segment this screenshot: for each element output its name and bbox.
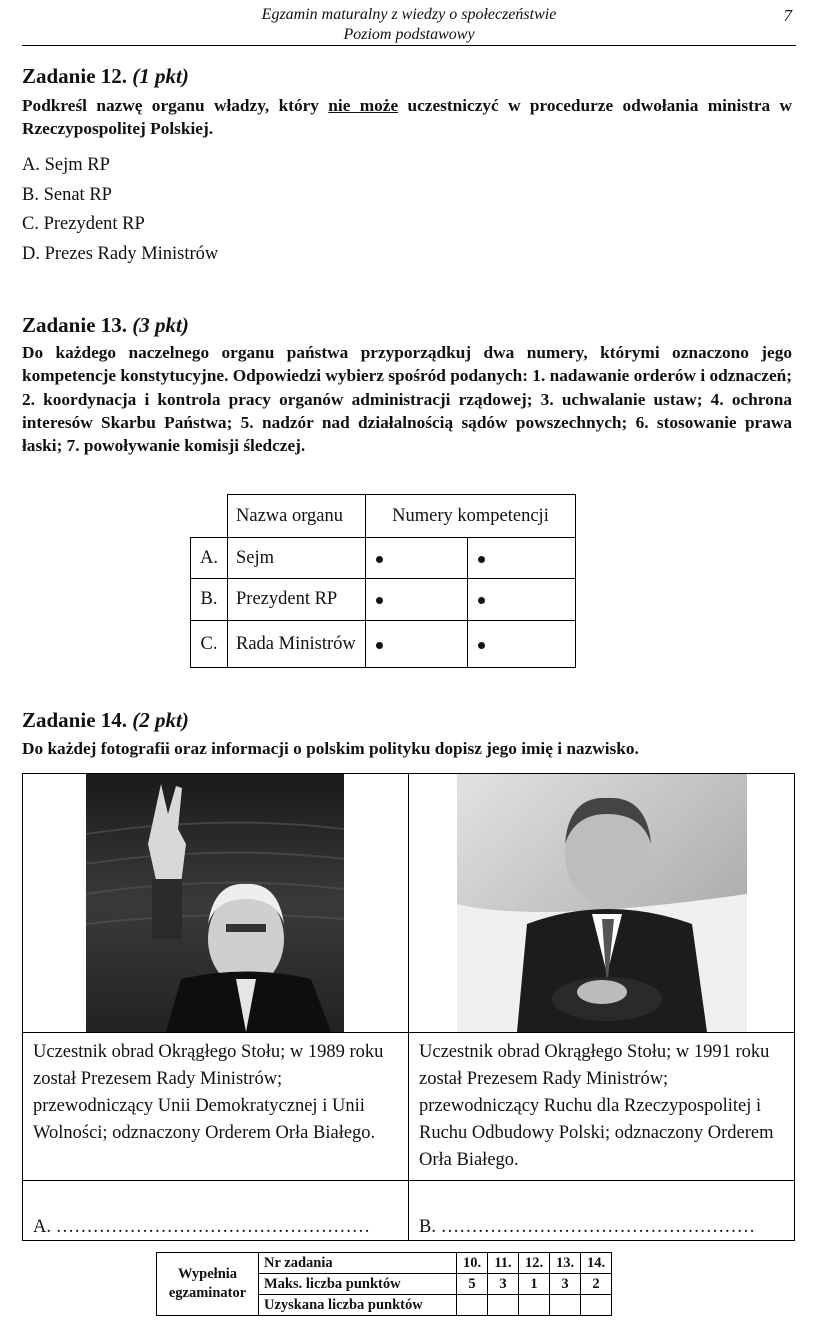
row-obtained-label: Uzyskana liczba punktów — [259, 1295, 457, 1316]
task14-table — [22, 773, 795, 1241]
photo-cell-right — [409, 774, 795, 1033]
politician-b-description: Uczestnik obrad Okrągłego Stołu; w 1991 roku został Prezesem Rady Ministrów; przewodniczący Ruchu dla Rzeczypospolitej i Ruchu Odbudowy Polski; odznaczony Orderem Orła Białego. — [419, 1042, 774, 1170]
obtained-points-cell[interactable] — [550, 1295, 581, 1316]
max-points: 2 — [581, 1274, 612, 1295]
max-points: 3 — [488, 1274, 519, 1295]
bullet-icon — [376, 556, 383, 563]
obtained-points-cell[interactable] — [457, 1295, 488, 1316]
max-points: 1 — [519, 1274, 550, 1295]
bullet-icon — [478, 597, 485, 604]
task13-points: (3 pkt) — [132, 313, 189, 337]
max-points: 3 — [550, 1274, 581, 1295]
answer-cell-right[interactable] — [409, 1181, 795, 1241]
answer-cell[interactable] — [468, 538, 576, 579]
task12-points: (1 pkt) — [132, 64, 189, 88]
table-row — [191, 579, 576, 621]
score-table — [156, 1252, 612, 1316]
row-task-label: Nr zadania — [259, 1253, 457, 1274]
row-max-label: Maks. liczba punktów — [259, 1274, 457, 1295]
task12-instruction — [22, 94, 792, 141]
task14-title-text: Zadanie 14. — [22, 708, 128, 732]
description-cell-right — [409, 1033, 795, 1181]
obtained-points-cell[interactable] — [488, 1295, 519, 1316]
bullet-icon — [478, 556, 485, 563]
task12-instruction-part2: uczestniczyć w procedurze odwołania ministra w Rzeczypospolitej Polskiej. — [22, 96, 792, 139]
task12-instruction-underlined: nie może — [328, 96, 399, 115]
table-row — [191, 538, 576, 579]
answer-cell[interactable] — [366, 579, 468, 621]
task14-title — [22, 708, 189, 733]
task12-option-d[interactable]: D. Prezes Rady Ministrów — [22, 244, 219, 264]
task13-table — [190, 494, 576, 668]
obtained-points-cell[interactable] — [519, 1295, 550, 1316]
task13-title — [22, 313, 189, 338]
examiner-label: Wypełnia egzaminator — [157, 1253, 259, 1316]
photo-cell-left — [23, 774, 409, 1033]
photo-politician-b — [457, 774, 747, 1032]
answer-cell-left[interactable] — [23, 1181, 409, 1241]
table-corner — [191, 495, 228, 538]
task12-option-a[interactable]: A. Sejm RP — [22, 155, 110, 175]
task14-instruction: Do każdej fotografii oraz informacji o polskim polityku dopisz jego imię i nazwisko. — [22, 739, 639, 758]
answer-cell[interactable] — [366, 621, 468, 668]
answer-cell[interactable] — [468, 579, 576, 621]
bullet-icon — [376, 642, 383, 649]
answer-b-line: B. …………………………………………… — [419, 1217, 756, 1237]
description-cell-left — [23, 1033, 409, 1181]
task-number: 10. — [457, 1253, 488, 1274]
max-points: 5 — [457, 1274, 488, 1295]
task-number: 11. — [488, 1253, 519, 1274]
task13-title-text: Zadanie 13. — [22, 313, 128, 337]
row-label: A. — [191, 538, 228, 579]
task-number: 13. — [550, 1253, 581, 1274]
table-row — [191, 621, 576, 668]
organ-name: Sejm — [228, 538, 366, 579]
page-header — [22, 4, 796, 46]
bullet-icon — [376, 597, 383, 604]
exam-title: Egzamin maturalny z wiedzy o społeczeństwie — [261, 6, 557, 23]
col-header-organ: Nazwa organu — [228, 495, 366, 538]
row-label: B. — [191, 579, 228, 621]
answer-cell[interactable] — [468, 621, 576, 668]
task-number: 14. — [581, 1253, 612, 1274]
task-number: 12. — [519, 1253, 550, 1274]
row-label: C. — [191, 621, 228, 668]
exam-level: Poziom podstawowy — [343, 26, 475, 43]
task12-title — [22, 64, 189, 89]
answer-a-line: A. …………………………………………… — [33, 1217, 371, 1237]
task14-points: (2 pkt) — [132, 708, 189, 732]
task12-title-text: Zadanie 12. — [22, 64, 128, 88]
page-number: 7 — [783, 6, 792, 25]
task13-instruction: Do każdego naczelnego organu państwa przyporządkuj dwa numery, którymi oznaczono jego kompetencje konstytucyjne. Odpowiedzi wybierz spośród podanych: 1. nadawanie orderów i odznaczeń; 2. koordynacja i kontrola pracy organów administracji rządowej; 3. uchwalanie ustaw; 4. ochrona interesów Skarbu Państwa; 5. nadzór nad działalnością sądów powszechnych; 6. stosowanie prawa łaski; 7. powoływanie komisji śledczej. — [22, 343, 792, 456]
task12-option-c[interactable]: C. Prezydent RP — [22, 214, 145, 234]
obtained-points-cell[interactable] — [581, 1295, 612, 1316]
task12-option-b[interactable]: B. Senat RP — [22, 185, 112, 205]
organ-name: Rada Ministrów — [228, 621, 366, 668]
photo-politician-a — [86, 774, 344, 1032]
organ-name: Prezydent RP — [228, 579, 366, 621]
answer-cell[interactable] — [366, 538, 468, 579]
task12-instruction-part1: Podkreśl nazwę organu władzy, który — [22, 96, 329, 115]
bullet-icon — [478, 642, 485, 649]
politician-a-description: Uczestnik obrad Okrągłego Stołu; w 1989 roku został Prezesem Rady Ministrów; przewodniczący Unii Demokratycznej i Unii Wolności; odznaczony Orderem Orła Białego. — [33, 1042, 384, 1143]
col-header-numbers: Numery kompetencji — [366, 495, 576, 538]
